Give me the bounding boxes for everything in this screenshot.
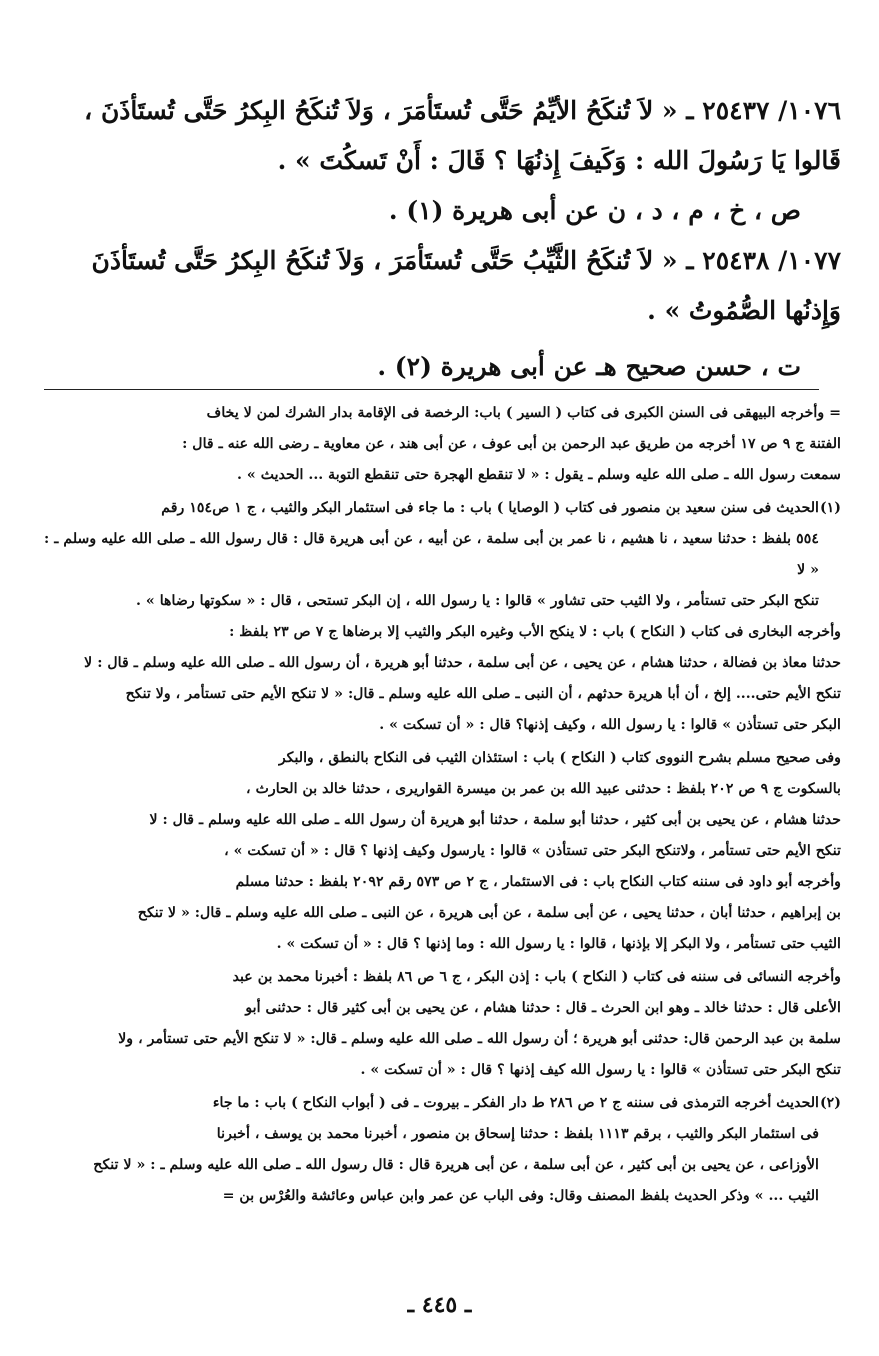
footnote-1-muslim (44, 743, 841, 960)
footnote-line: الأوزاعى ، عن يحيى بن أبى كثير ، عن أبى سلمة ، عن أبى هريرة قال : قال رسول الله ـ صلى الله عليه وسلم ـ : « لا تنكح (93, 1157, 819, 1173)
footnote-marker: (٢) (819, 1095, 841, 1111)
footnote-1-nasai (44, 962, 841, 1086)
footnote-line: بن إبراهيم ، حدثنا أبان ، حدثنا يحيى ، عن أبى سلمة ، عن أبى هريرة ، عن النبى ـ صلى الله عليه وسلم ـ قال: « لا تنكح (137, 905, 841, 921)
footnote-line: تنكح البكر حتى تستأمر ، ولا الثيب حتى تشاور » قالوا : يا رسول الله ، إن البكر تستحى ، قال : « سكوتها رضاها » . (136, 593, 819, 609)
page-number: ـ ٤٤٥ ـ (407, 1292, 472, 1318)
footnote-line: الفتنة ج ٩ ص ١٧ أخرجه من طريق عبد الرحمن بن أبى عوف ، عن أبى هند ، عن معاوية ـ رضى الله عنه ـ قال : (182, 436, 841, 452)
footnotes (44, 398, 841, 1214)
footnote-line: وأخرجه البخارى فى كتاب ( النكاح ) باب : لا ينكح الأب وغيره البكر والثيب إلا برضاها ج ٧ ص ٢٣ بلفظ : (229, 624, 841, 640)
footnote-line: تنكح الأيم حتى.... إلخ ، أن أبا هريرة حدثهم ، أن النبى ـ صلى الله عليه وسلم ـ قال: « لا تنكح الأيم حتى تستأمر ، ولا تنكح (125, 686, 841, 702)
main-text (44, 86, 841, 392)
footnote-line: الثيب حتى تستأمر ، ولا البكر إلا بإذنها ، قالوا : يا رسول الله : وما إذنها ؟ قال : « أن تسكت » . (276, 936, 841, 952)
footnote-line-text: الحديث أخرجه الترمذى فى سننه ج ٢ ص ٢٨٦ ط دار الفكر ـ بيروت ـ فى ( أبواب النكاح ) باب : ما جاء (212, 1095, 819, 1111)
footnote-line: البكر حتى تستأذن » قالوا : يا رسول الله ، وكيف إذنها؟ قال : « أن تسكت » . (379, 717, 841, 733)
footnote-1 (44, 493, 841, 741)
hadith-1077-line-2: وَإِذنُها الصُّمُوتُ » . (647, 296, 841, 325)
footnote-line (44, 493, 841, 524)
footnote-line: تنكح البكر حتى تستأذن » قالوا : يا رسول الله كيف إذنها ؟ قال : « أن تسكت » . (360, 1062, 841, 1078)
footnote-line: تنكح الأيم حتى تستأمر ، ولاتنكح البكر حتى تستأذن » قالوا : يارسول وكيف إذنها ؟ قال : « أن تسكت » ، (224, 843, 841, 859)
hadith-1076-line-1: ١٠٧٦/ ٢٥٤٣٧ ـ « لاَ تُنكَحُ الأيِّمُ حَتَّى تُستَأمَرَ ، وَلاَ تُنكَحُ البِكرُ حَتَّى تُستَأذَنَ ، (84, 96, 841, 125)
footnote-line: = وأخرجه البيهقى فى السنن الكبرى فى كتاب ( السير ) باب: الرخصة فى الإقامة بدار الشرك لمن لا يخاف (206, 405, 841, 421)
footnote-line: حدثنا هشام ، عن يحيى بن أبى كثير ، حدثنا أبو سلمة ، حدثنا أبو هريرة أن رسول الله ـ صلى الله عليه وسلم ـ قال : لا (149, 812, 841, 828)
footnote-line-text: الحديث فى سنن سعيد بن منصور فى كتاب ( الوصايا ) باب : ما جاء فى استئمار البكر والثيب ، ج ١ ص١٥٤ رقم (161, 500, 819, 516)
footnote-continuation (44, 398, 841, 491)
footnote-line: وأخرجه أبو داود فى سننه كتاب النكاح باب : فى الاستئمار ، ج ٢ ص ٥٧٣ رقم ٢٠٩٢ بلفظ : حدثنا مسلم (235, 874, 841, 890)
footnote-line: الأعلى قال : حدثنا خالد ـ وهو ابن الحرث ـ قال : حدثنا هشام ، عن يحيى بن أبى كثير قال : حدثنى أبو (245, 1000, 841, 1016)
footnote-line: الثيب ... » وذكر الحديث بلفظ المصنف وقال: وفى الباب عن عمر وابن عباس وعائشة والعُرْس بن = (222, 1188, 819, 1204)
footnote-2 (44, 1088, 841, 1212)
footnote-divider (44, 389, 819, 390)
footnote-line (44, 1088, 841, 1119)
footnote-line: وأخرجه النسائى فى سننه فى كتاب ( النكاح ) باب : إذن البكر ، ج ٦ ص ٨٦ بلفظ : أخبرنا محمد بن عبد (232, 969, 841, 985)
footnote-line: سمعت رسول الله ـ صلى الله عليه وسلم ـ يقول : « لا تنقطع الهجرة حتى تنقطع التوبة ... الحديث » . (237, 467, 841, 483)
hadith-1077-source: ت ، حسن صحيح هـ عن أبى هريرة (٢) . (377, 352, 801, 381)
footnote-line: ٥٥٤ بلفظ : حدثنا سعيد ، نا هشيم ، نا عمر بن أبى سلمة ، عن أبيه ، عن أبى هريرة قال : قال رسول الله ـ صلى الله عليه وسلم ـ : « لا (44, 531, 819, 578)
hadith-1077-line-1: ١٠٧٧/ ٢٥٤٣٨ ـ « لاَ تُنكَحُ الثَّيِّبُ حَتَّى تُستَأمَرَ ، وَلاَ تُنكَحُ البِكرُ حَتَّى تُستَأذَنَ (91, 246, 841, 275)
footnote-line: بالسكوت ج ٩ ص ٢٠٢ بلفظ : حدثنى عبيد الله بن عمر بن ميسرة القواريرى ، حدثنا خالد بن الحارث ، (246, 781, 841, 797)
footnote-line: حدثنا معاذ بن فضالة ، حدثنا هشام ، عن يحيى ، عن أبى سلمة ، حدثنا أبو هريرة ، أن رسول الله ـ صلى الله عليه وسلم ـ قال : لا (84, 655, 841, 671)
footnote-line: وفى صحيح مسلم بشرح النووى كتاب ( النكاح ) باب : استئذان الثيب فى النكاح بالنطق ، والبكر (278, 750, 841, 766)
hadith-1076-source: ص ، خ ، م ، د ، ن عن أبى هريرة (١) . (388, 196, 801, 225)
footnote-marker: (١) (819, 500, 841, 516)
hadith-1076-line-2: قَالوا يَا رَسُولَ الله : وَكَيفَ إِذنُهَا ؟ قَالَ : أَنْ تَسكُتَ » . (277, 146, 841, 175)
footnote-line: فى استئمار البكر والثيب ، برقم ١١١٣ بلفظ : حدثنا إسحاق بن منصور ، أخبرنا محمد بن يوسف ، أخبرنا (216, 1126, 819, 1142)
footnote-line: سلمة بن عبد الرحمن قال: حدثنى أبو هريرة ؛ أن رسول الله ـ صلى الله عليه وسلم ـ قال: « لا تنكح الأيم حتى تستأمر ، ولا (118, 1031, 841, 1047)
